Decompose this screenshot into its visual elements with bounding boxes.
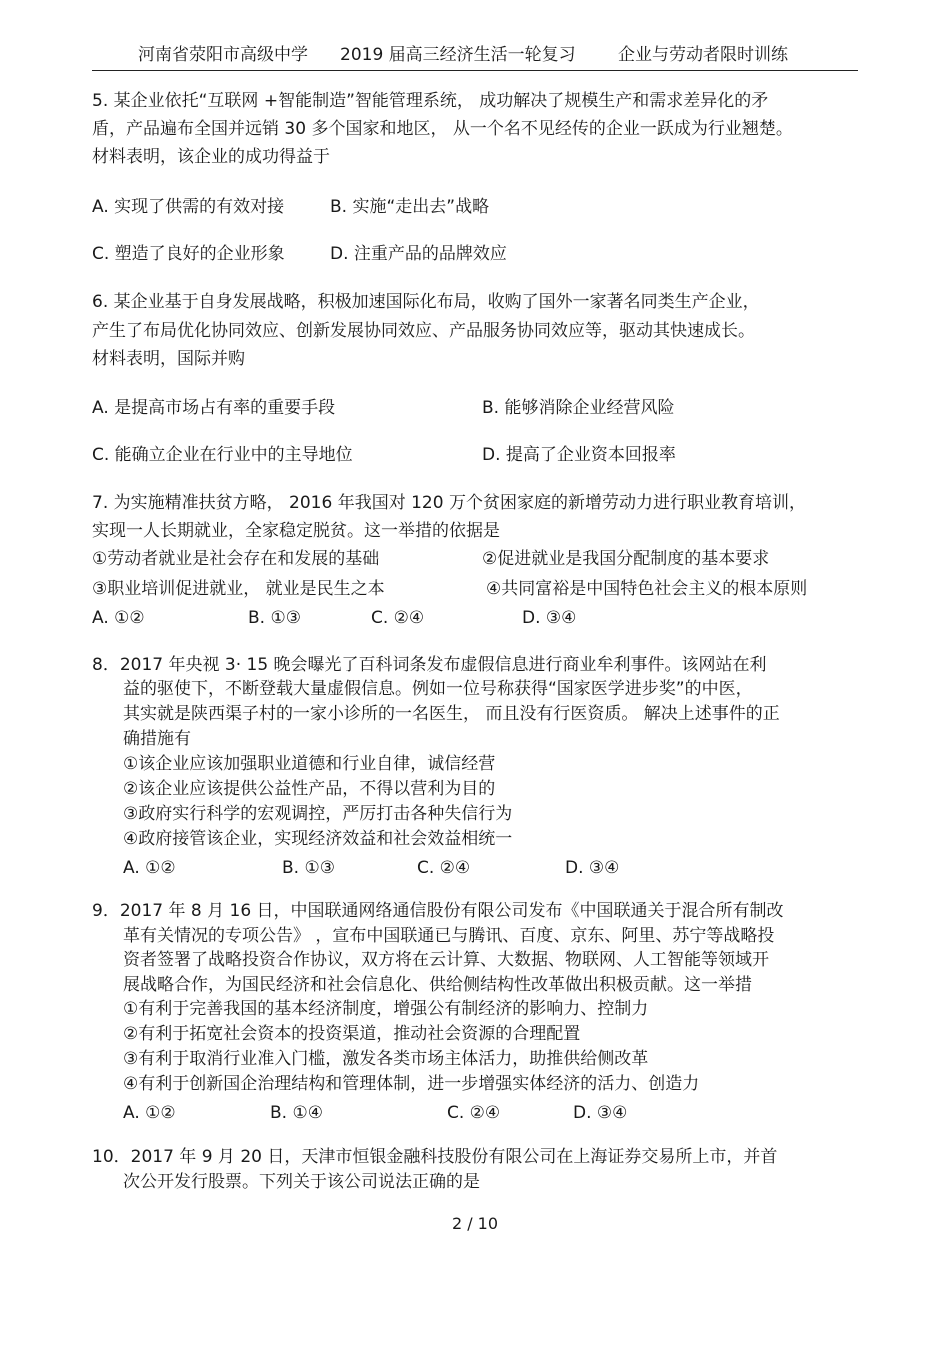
header-school: 河南省荥阳市高级中学	[138, 45, 308, 65]
q9-option-c: C. ②④	[447, 1103, 501, 1123]
q9-option-b: B. ①④	[270, 1103, 323, 1123]
page-header	[92, 38, 858, 71]
q8-stem-line: 8．2017 年央视 3· 15 晚会曝光了百科词条发布虚假信息进行商业牟利事件。该网站在利	[92, 655, 767, 675]
q10-stem-line: 10．2017 年 9 月 20 日，天津市恒银金融科技股份有限公司在上海证券交易所上市，并首	[92, 1147, 778, 1167]
q7-statement-3: ③职业培训促进就业， 就业是民生之本	[92, 579, 385, 599]
q9-stem-line: 展战略合作，为国民经济和社会信息化、供给侧结构性改革做出积极贡献。这一举措	[123, 975, 752, 995]
header-topic: 企业与劳动者限时训练	[618, 45, 788, 65]
q5-stem-line: 5. 某企业依托“互联网 +智能制造”智能管理系统， 成功解决了规模生产和需求差异化的矛	[92, 91, 769, 111]
q5-option-c: C. 塑造了良好的企业形象	[92, 244, 285, 264]
q6-option-d: D. 提高了企业资本回报率	[482, 445, 676, 465]
q9-statement-4: ④有利于创新国企治理结构和管理体制，进一步增强实体经济的活力、创造力	[123, 1074, 700, 1094]
q6-stem-line: 产生了布局优化协同效应、创新发展协同效应、产品服务协同效应等，驱动其快速成长。	[92, 321, 755, 341]
q7-statement-1: ①劳动者就业是社会存在和发展的基础	[92, 549, 380, 569]
q7-option-c: C. ②④	[371, 608, 425, 628]
q7-statement-2: ②促进就业是我国分配制度的基本要求	[482, 549, 770, 569]
q8-statement-3: ③政府实行科学的宏观调控，严厉打击各种失信行为	[123, 804, 513, 824]
q8-option-b: B. ①③	[282, 858, 335, 878]
q7-option-a: A. ①②	[92, 608, 145, 628]
q9-stem-line: 9．2017 年 8 月 16 日，中国联通网络通信股份有限公司发布《中国联通关于混合所有制改	[92, 901, 784, 921]
q7-option-d: D. ③④	[522, 608, 577, 628]
q8-option-d: D. ③④	[565, 858, 620, 878]
q8-stem-line: 益的驱使下，不断登载大量虚假信息。例如一位号称获得“国家医学进步奖”的中医，	[123, 679, 753, 699]
q8-stem-line: 确措施有	[123, 729, 191, 749]
q6-stem-line: 6. 某企业基于自身发展战略，积极加速国际化布局，收购了国外一家著名同类生产企业，	[92, 292, 760, 312]
q8-stem-line: 其实就是陕西渠子村的一家小诊所的一名医生， 而且没有行医资质。 解决上述事件的正	[123, 704, 780, 724]
q9-statement-2: ②有利于拓宽社会资本的投资渠道，推动社会资源的合理配置	[123, 1024, 581, 1044]
q6-option-b: B. 能够消除企业经营风险	[482, 398, 675, 418]
q8-option-c: C. ②④	[417, 858, 471, 878]
q8-option-a: A. ①②	[123, 858, 176, 878]
q8-statement-4: ④政府接管该企业，实现经济效益和社会效益相统一	[123, 829, 513, 849]
header-course: 2019 届高三经济生活一轮复习	[340, 45, 576, 65]
q9-option-d: D. ③④	[573, 1103, 628, 1123]
q9-statement-3: ③有利于取消行业准入门槛，激发各类市场主体活力，助推供给侧改革	[123, 1049, 649, 1069]
q7-stem-line: 7. 为实施精准扶贫方略， 2016 年我国对 120 万个贫困家庭的新增劳动力进行职业教育培训，	[92, 493, 806, 513]
q5-option-b: B. 实施“走出去”战略	[330, 197, 490, 217]
q9-stem-line: 革有关情况的专项公告》 ，宣布中国联通已与腾讯、百度、京东、阿里、苏宁等战略投	[123, 926, 775, 946]
q6-option-a: A. 是提高市场占有率的重要手段	[92, 398, 336, 418]
q5-stem-line: 盾，产品遍布全国并远销 30 多个国家和地区， 从一个名不见经传的企业一跃成为行业翘楚。	[92, 119, 793, 139]
q7-option-b: B. ①③	[248, 608, 301, 628]
q8-statement-1: ①该企业应该加强职业道德和行业自律，诚信经营	[123, 754, 496, 774]
q5-option-a: A. 实现了供需的有效对接	[92, 197, 285, 217]
q9-stem-line: 资者签署了战略投资合作协议，双方将在云计算、大数据、物联网、人工智能等领域开	[123, 950, 769, 970]
q8-statement-2: ②该企业应该提供公益性产品，不得以营利为目的	[123, 779, 496, 799]
q7-statement-4: ④共同富裕是中国特色社会主义的根本原则	[486, 579, 808, 599]
page-number: 2 / 10	[451, 1214, 499, 1233]
q6-option-c: C. 能确立企业在行业中的主导地位	[92, 445, 353, 465]
q6-stem-line: 材料表明，国际并购	[92, 349, 245, 369]
q5-option-d: D. 注重产品的品牌效应	[330, 244, 507, 264]
q7-stem-line: 实现一人长期就业，全家稳定脱贫。这一举措的依据是	[92, 521, 500, 541]
q9-option-a: A. ①②	[123, 1103, 176, 1123]
q9-statement-1: ①有利于完善我国的基本经济制度，增强公有制经济的影响力、控制力	[123, 999, 649, 1019]
q10-stem-line: 次公开发行股票。下列关于该公司说法正确的是	[123, 1172, 480, 1192]
q5-stem-line: 材料表明，该企业的成功得益于	[92, 147, 330, 167]
